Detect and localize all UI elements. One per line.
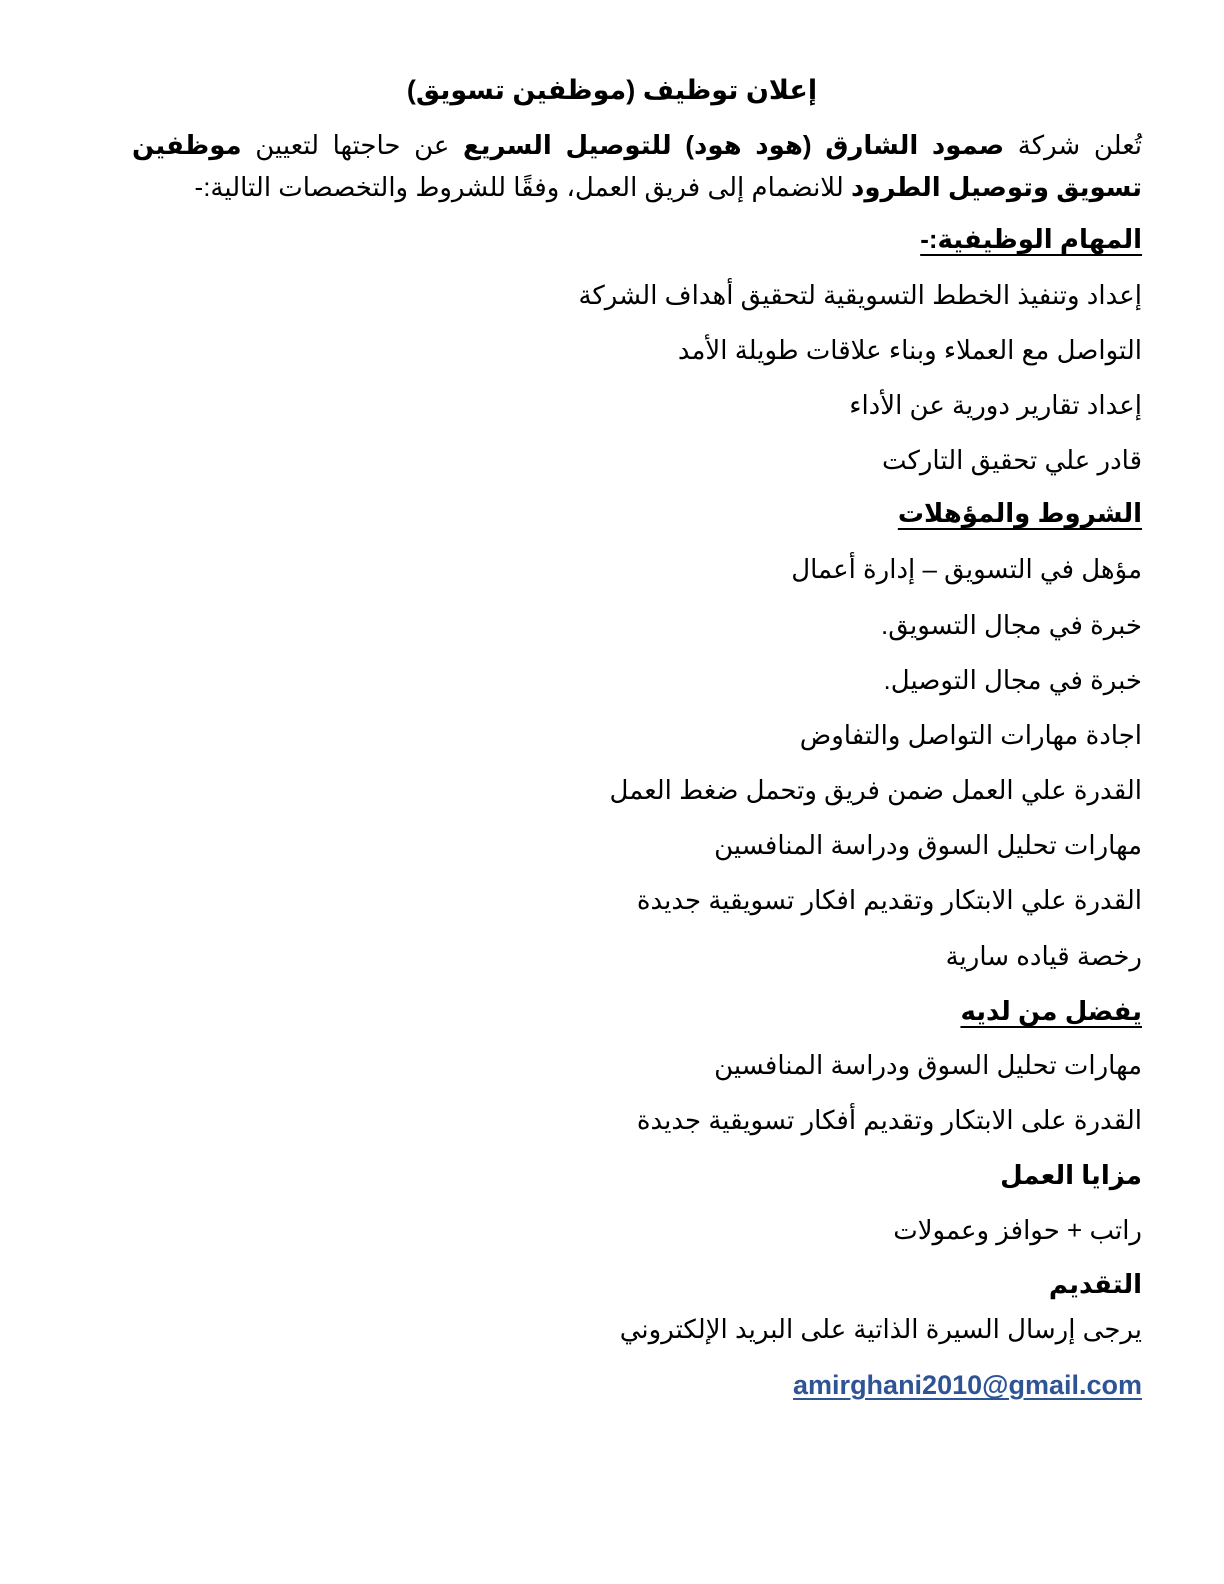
preferred-heading: يفضل من لديه: [960, 996, 1142, 1026]
duty-item: قادر علي تحقيق التاركت: [881, 445, 1142, 475]
requirement-item: القدرة علي الابتكار وتقديم افكار تسويقية جديدة: [636, 885, 1142, 915]
requirement-item: مؤهل في التسويق – إدارة أعمال: [791, 554, 1142, 584]
company-name: صمود الشارق (هود هود) للتوصيل السريع: [463, 130, 1005, 160]
requirement-item: خبرة في مجال التسويق.: [881, 610, 1142, 640]
intro-text-3: للانضمام إلى فريق العمل، وفقًا للشروط والتخصصات التالية:-: [194, 172, 851, 202]
duty-item: إعداد تقارير دورية عن الأداء: [849, 390, 1142, 420]
requirement-item: اجادة مهارات التواصل والتفاوض: [799, 720, 1142, 750]
page-title: إعلان توظيف (موظفين تسويق): [406, 75, 818, 105]
duty-item: إعداد وتنفيذ الخطط التسويقية لتحقيق أهداف الشركة: [578, 280, 1142, 310]
requirement-item: مهارات تحليل السوق ودراسة المنافسين: [714, 830, 1142, 860]
requirements-heading: الشروط والمؤهلات: [897, 498, 1142, 528]
apply-text: يرجى إرسال السيرة الذاتية على البريد الإلكتروني: [619, 1314, 1142, 1344]
intro-text-2: عن حاجتها لتعيين: [241, 130, 464, 160]
requirement-item: رخصة قياده سارية: [945, 941, 1142, 971]
requirement-item: القدرة علي العمل ضمن فريق وتحمل ضغط العمل: [609, 775, 1142, 805]
intro-paragraph: [132, 124, 1142, 208]
benefits-heading: مزايا العمل: [1000, 1160, 1142, 1190]
apply-heading: التقديم: [1048, 1269, 1142, 1299]
duties-heading: المهام الوظيفية:-: [920, 224, 1142, 254]
preferred-item: القدرة على الابتكار وتقديم أفكار تسويقية جديدة: [636, 1105, 1142, 1135]
positions-name: موظفين تسويق وتوصيل الطرود: [132, 130, 1142, 202]
email-link[interactable]: amirghani2010@gmail.com: [793, 1370, 1142, 1400]
requirement-item: خبرة في مجال التوصيل.: [883, 665, 1142, 695]
intro-text-1: تُعلن شركة: [1004, 130, 1143, 160]
preferred-item: مهارات تحليل السوق ودراسة المنافسين: [714, 1050, 1142, 1080]
benefit-item: راتب + حوافز وعمولات: [893, 1215, 1142, 1245]
duty-item: التواصل مع العملاء وبناء علاقات طويلة الأمد: [677, 335, 1142, 365]
